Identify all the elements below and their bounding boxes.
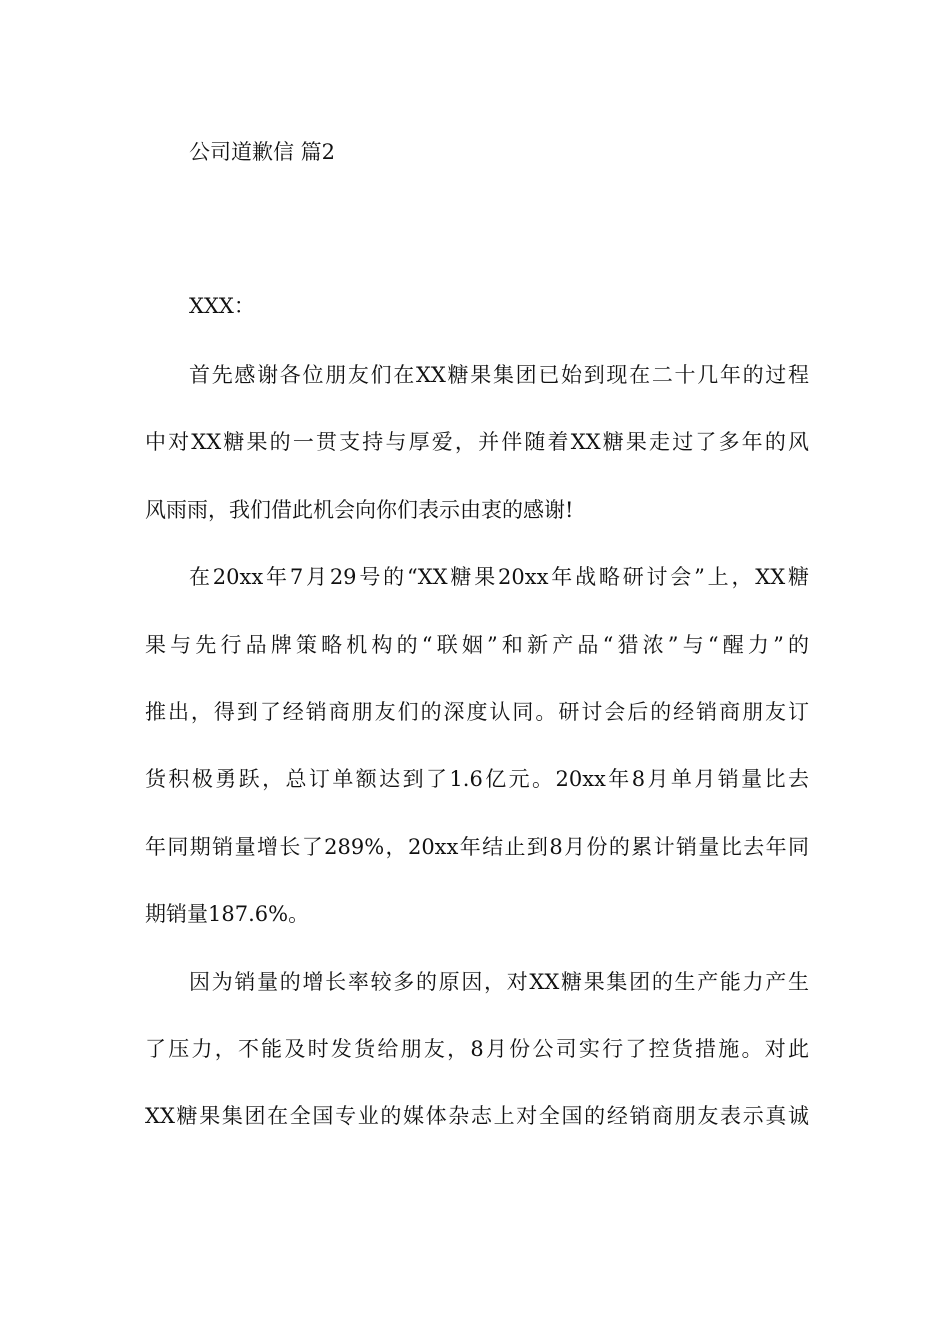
- paragraph-thanks: [145, 357, 809, 559]
- text-line: 果与先行品牌策略机构的“联姻”和新产品“猎浓”与“醒力”的: [145, 632, 809, 657]
- text-line: XX糖果集团在全国专业的媒体杂志上对全国的经销商朋友表示真诚: [145, 1104, 809, 1129]
- text-line: 推出，得到了经销商朋友们的深度认同。研讨会后的经销商朋友订: [145, 699, 809, 724]
- text-line: 货积极勇跃，总订单额达到了1.6亿元。20xx年8月单月销量比去: [145, 767, 809, 792]
- paragraph-apology: [145, 964, 809, 1166]
- letter-body: [145, 357, 809, 1166]
- text-line: 因为销量的增长率较多的原因，对XX糖果集团的生产能力产生: [189, 969, 809, 994]
- text-line: 了压力，不能及时发货给朋友，8月份公司实行了控货措施。对此: [145, 1036, 809, 1061]
- text-line: 期销量187.6%。: [145, 902, 310, 927]
- paragraph-sales: [145, 559, 809, 963]
- text-line: 风雨雨，我们借此机会向你们表示由衷的感谢!: [145, 497, 574, 522]
- text-line: 首先感谢各位朋友们在XX糖果集团已始到现在二十几年的过程: [189, 363, 809, 387]
- salutation: XXX：: [189, 294, 255, 318]
- text-line: 年同期销量增长了289%，20xx年结止到8月份的累计销量比去年同: [145, 834, 809, 859]
- text-line: 中对XX糖果的一贯支持与厚爱，并伴随着XX糖果走过了多年的风: [145, 430, 809, 455]
- text-line: 在20xx年7月29号的“XX糖果20xx年战略研讨会”上，XX糖: [189, 565, 809, 590]
- document-title: 公司道歉信 篇2: [189, 140, 336, 164]
